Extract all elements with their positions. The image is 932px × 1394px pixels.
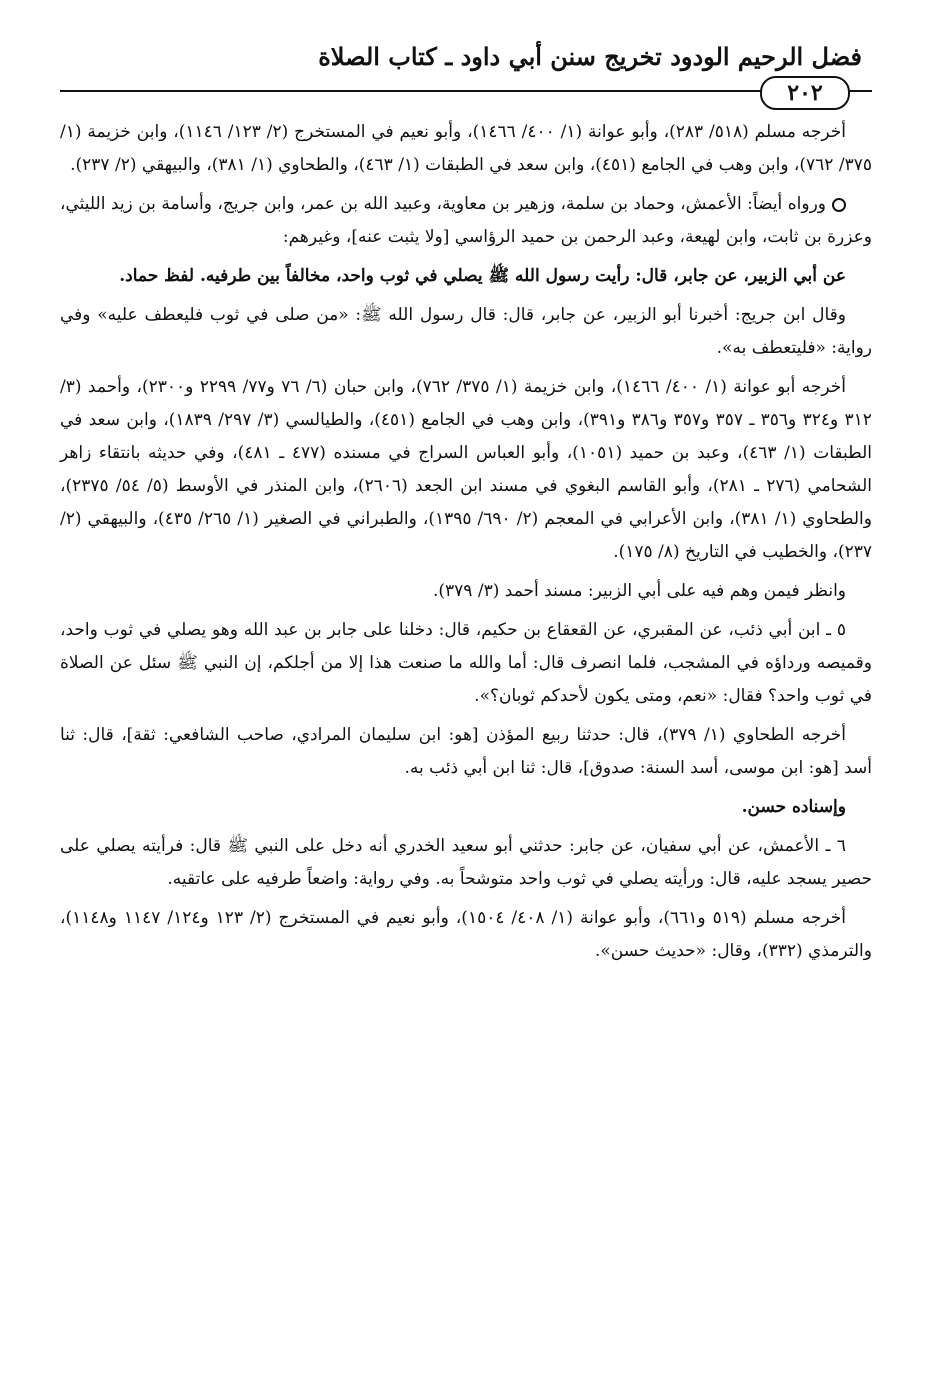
- page-body: [60, 116, 872, 1360]
- header-rule: [60, 90, 872, 92]
- paragraph: أخرجه الطحاوي (١/ ٣٧٩)، قال: حدثنا ربيع المؤذن [هو: ابن سليمان المرادي، صاحب الشافعي: ثقة]، قال: ثنا أسد [هو: ابن موسى، أسد السنة: صدوق]، قال: ثنا ابن أبي ذئب به.: [60, 725, 872, 778]
- paragraph: [60, 188, 872, 254]
- paragraph: ٥ ـ ابن أبي ذئب، عن المقبري، عن القعقاع بن حكيم، قال: دخلنا على جابر بن عبد الله وهو يصلي في ثوب واحد، وقميصه ورداؤه في المشجب، فلما انصرف قال: أما والله ما صنعت هذا إلا من أجلكم، إن النبي ﷺ سئل عن الصلاة في ثوب واحد؟ فقال: «نعم، ومتى يكون لأحدكم ثوبان؟».: [60, 620, 872, 706]
- paragraph: أخرجه مسلم (٥١٨/ ٢٨٣)، وأبو عوانة (١/ ٤٠٠/ ١٤٦٦)، وأبو نعيم في المستخرج (٢/ ١٢٣/ ١١٤٦)، وابن خزيمة (١/ ٣٧٥/ ٧٦٢)، وابن وهب في الجامع (٤٥١)، وابن سعد في الطبقات (١/ ٤٦٣)، والطحاوي (١/ ٣٨١)، والبيهقي (٢/ ٢٣٧).: [60, 122, 872, 175]
- paragraph: وقال ابن جريج: أخبرنا أبو الزبير، عن جابر، قال: قال رسول الله ﷺ: «من صلى في ثوب فليعطف عليه» وفي رواية: «فليتعطف به».: [60, 305, 872, 358]
- paragraph: أخرجه مسلم (٥١٩ و٦٦١)، وأبو عوانة (١/ ٤٠٨/ ١٥٠٤)، وأبو نعيم في المستخرج (٢/ ١٢٣ و١٢٤/ ١١٤٧ و١١٤٨)، والترمذي (٣٣٢)، وقال: «حديث حسن».: [60, 908, 872, 961]
- paragraph: وإسناده حسن.: [741, 797, 846, 817]
- page-header: [60, 28, 872, 128]
- paragraph: عن أبي الزبير، عن جابر، قال: رأيت رسول الله ﷺ يصلي في ثوب واحد، مخالفاً بين طرفيه. لفظ حماد.: [119, 266, 846, 286]
- page-number: ٢٠٢: [787, 80, 823, 106]
- paragraph: أخرجه أبو عوانة (١/ ٤٠٠/ ١٤٦٦)، وابن خزيمة (١/ ٣٧٥/ ٧٦٢)، وابن حبان (٦/ ٧٦ و٧٧/ ٢٢٩٩ و٢٣٠٠)، وأحمد (٣/ ٣١٢ و٣٢٤ و٣٥٦ ـ ٣٥٧ و٣٥٧ و٣٨٦ و٣٩١)، وابن وهب في الجامع (٤٥١)، والطيالسي (٣/ ٢٩٧/ ١٨٣٩)، وابن سعد في الطبقات (١/ ٤٦٣)، وعبد بن حميد (١٠٥١)، وأبو العباس السراج في مسنده (٤٧٧ ـ ٤٨١)، وفي حديثه بانتقاء زاهر الشحامي (٢٧٦ ـ ٢٨١)، وأبو القاسم البغوي في مسند ابن الجعد (٢٦٠٦)، وابن المنذر في الأوسط (٥/ ٥٤/ ٢٣٧٥)، والطحاوي (١/ ٣٨١)، وابن الأعرابي في المعجم (٢/ ٦٩٠/ ١٣٩٥)، والطبراني في الصغير (١/ ٢٦٥/ ٤٣٥)، والبيهقي (٢/ ٢٣٧)، والخطيب في التاريخ (٨/ ١٧٥).: [60, 377, 872, 562]
- paragraph: وانظر فيمن وهم فيه على أبي الزبير: مسند أحمد (٣/ ٣٧٩).: [433, 581, 846, 601]
- circle-bullet-icon: [832, 198, 846, 212]
- paragraph: ٦ ـ الأعمش، عن أبي سفيان، عن جابر: حدثني أبو سعيد الخدري أنه دخل على النبي ﷺ قال: فرأيته يصلي على حصير يسجد عليه، قال: ورأيته يصلي في ثوب واحد متوشحاً به. وفي رواية: واضعاً طرفيه على عاتقيه.: [60, 836, 872, 889]
- book-title: فضل الرحيم الودود تخريج سنن أبي داود ـ كتاب الصلاة: [318, 42, 862, 71]
- paragraph-text: ورواه أيضاً: الأعمش، وحماد بن سلمة، وزهير بن معاوية، وعبيد الله بن عمر، وابن جريج، وأسامة بن زيد الليثي، وعزرة بن ثابت، وابن لهيعة، وعبد الرحمن بن حميد الرؤاسي [ولا يثبت عنه]، وغيرهم:: [60, 194, 872, 247]
- page-number-badge: [760, 76, 850, 110]
